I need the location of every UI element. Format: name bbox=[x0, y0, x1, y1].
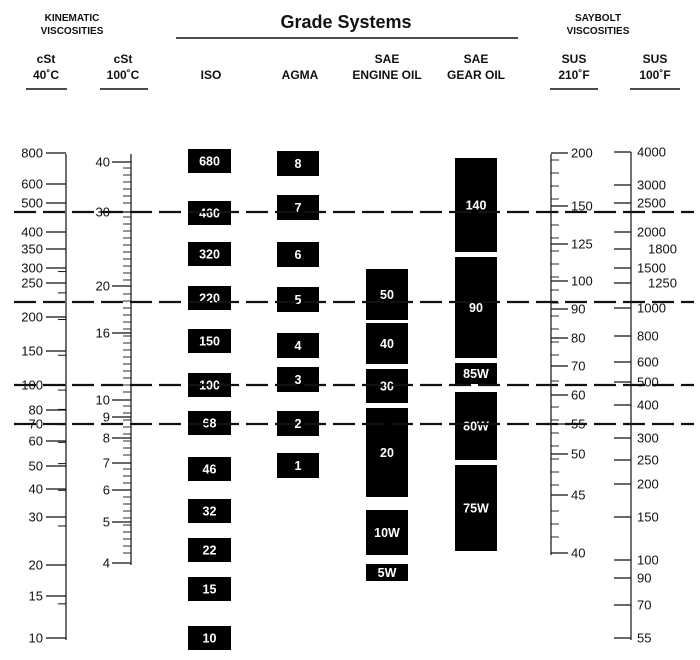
sus210-tick-label: 55 bbox=[571, 416, 586, 432]
sus210-tick-label: 70 bbox=[571, 358, 586, 374]
sus100-tick-label: 300 bbox=[637, 430, 659, 446]
cst100-tick-label: 10 bbox=[95, 392, 110, 408]
sus210-tick-label: 125 bbox=[571, 236, 593, 252]
iso-grade-460-label: 460 bbox=[199, 206, 220, 221]
iso-grade-10-label: 10 bbox=[202, 631, 217, 646]
iso-header: ISO bbox=[200, 68, 222, 82]
sae-engine-40-label: 40 bbox=[380, 337, 394, 351]
scale-ticks bbox=[46, 152, 631, 638]
sus210-tick-label: 50 bbox=[571, 446, 586, 462]
sus100-tick-label: 1000 bbox=[637, 300, 666, 316]
cst40-tick-label: 80 bbox=[28, 402, 43, 418]
sus100-tick-label: 250 bbox=[637, 452, 659, 468]
sus100-tick-label: 800 bbox=[637, 328, 659, 344]
iso-grade-46-label: 46 bbox=[202, 462, 217, 477]
cst100-tick-label: 8 bbox=[102, 430, 110, 446]
cst40-tick-label: 50 bbox=[28, 458, 43, 474]
cst100-tick-label: 30 bbox=[95, 204, 110, 220]
sus100-tick-label: 1500 bbox=[637, 260, 666, 276]
sus100-tick-label: 100 bbox=[637, 552, 659, 568]
cst40-header-2: 40˚C bbox=[32, 68, 60, 82]
cst40-tick-label: 100 bbox=[21, 377, 43, 393]
sae-engine-header-1: SAE bbox=[374, 52, 400, 66]
cst100-header-1: cSt bbox=[113, 52, 133, 66]
saybolt-header-2: VISCOSITIES bbox=[566, 26, 630, 37]
sus210-tick-label: 80 bbox=[571, 330, 586, 346]
sus210-tick-label: 150 bbox=[571, 198, 593, 214]
cst40-tick-label: 200 bbox=[21, 309, 43, 325]
cst40-tick-label: 70 bbox=[28, 416, 43, 432]
cst100-tick-label: 20 bbox=[95, 278, 110, 294]
agma-header: AGMA bbox=[281, 68, 319, 82]
iso-grade-68-label: 68 bbox=[202, 416, 217, 431]
agma-grade-8-label: 8 bbox=[294, 157, 302, 171]
sus210-tick-label: 45 bbox=[571, 487, 586, 503]
iso-grade-680-label: 680 bbox=[199, 154, 220, 169]
grade-boxes bbox=[188, 149, 497, 650]
kinematic-header-1: KINEMATIC bbox=[44, 13, 100, 24]
cst100-tick-label: 40 bbox=[95, 154, 110, 170]
cst40-tick-label: 40 bbox=[28, 481, 43, 497]
cst100-tick-label: 6 bbox=[102, 482, 110, 498]
iso-grade-150-label: 150 bbox=[199, 334, 220, 349]
cst40-tick-label: 150 bbox=[21, 343, 43, 359]
kinematic-header-2: VISCOSITIES bbox=[40, 26, 104, 37]
iso-grade-320-label: 320 bbox=[199, 247, 220, 262]
sus100-header-1: SUS bbox=[642, 52, 668, 66]
scale-labels bbox=[21, 145, 677, 646]
agma-grade-5-label: 5 bbox=[294, 293, 302, 307]
cst100-tick-label: 5 bbox=[102, 514, 110, 530]
cst100-tick-label: 4 bbox=[102, 555, 110, 571]
agma-grade-4-label: 4 bbox=[294, 339, 302, 353]
sus210-tick-label: 40 bbox=[571, 545, 586, 561]
sus100-tick-label: 90 bbox=[637, 570, 652, 586]
sus100-tick-label: 2500 bbox=[637, 195, 666, 211]
cst40-tick-label: 20 bbox=[28, 557, 43, 573]
sae-engine-header-2: ENGINE OIL bbox=[352, 68, 422, 82]
agma-grade-2-label: 2 bbox=[294, 417, 302, 431]
iso-grade-100-label: 100 bbox=[199, 378, 220, 393]
sus210-tick-label: 100 bbox=[571, 273, 593, 289]
sae-engine-20-label: 20 bbox=[380, 446, 394, 460]
sae-engine-50-label: 50 bbox=[380, 288, 394, 302]
cst40-tick-label: 400 bbox=[21, 224, 43, 240]
saybolt-header-1: SAYBOLT bbox=[574, 13, 622, 24]
sus210-header-1: SUS bbox=[561, 52, 587, 66]
cst40-tick-label: 60 bbox=[28, 433, 43, 449]
grade-systems-title: Grade Systems bbox=[280, 12, 412, 32]
sus100-tick-label: 200 bbox=[637, 476, 659, 492]
iso-grade-32-label: 32 bbox=[202, 504, 217, 519]
sus210-header-2: 210˚F bbox=[558, 68, 590, 82]
sus100-tick-label: 70 bbox=[637, 597, 652, 613]
agma-grade-7-label: 7 bbox=[294, 201, 302, 215]
iso-grade-15-label: 15 bbox=[202, 582, 217, 597]
cst100-tick-label: 7 bbox=[102, 455, 110, 471]
sus100-tick-label: 150 bbox=[637, 509, 659, 525]
sae-gear-90-label: 90 bbox=[469, 301, 483, 315]
sae-gear-75w-label: 75W bbox=[463, 501, 489, 516]
cst40-tick-label: 350 bbox=[21, 241, 43, 257]
cst100-tick-label: 16 bbox=[95, 325, 110, 341]
cst40-tick-label: 300 bbox=[21, 260, 43, 276]
cst100-header-2: 100˚C bbox=[106, 68, 140, 82]
sae-engine-5w-label: 5W bbox=[377, 566, 397, 580]
cst40-tick-label: 500 bbox=[21, 195, 43, 211]
sus100-tick-label: 1250 bbox=[648, 275, 677, 291]
sae-engine-30-label: 30 bbox=[380, 379, 394, 394]
sus210-tick-label: 60 bbox=[571, 387, 586, 403]
cst40-tick-label: 30 bbox=[28, 509, 43, 525]
sus100-header-2: 100˚F bbox=[639, 68, 671, 82]
sus210-tick-label: 90 bbox=[571, 301, 586, 317]
sus100-tick-label: 1800 bbox=[648, 241, 677, 257]
cst40-tick-label: 600 bbox=[21, 176, 43, 192]
sae-gear-85w-label: 85W bbox=[463, 367, 489, 381]
cst40-tick-label: 800 bbox=[21, 145, 43, 161]
iso-grade-22-label: 22 bbox=[202, 543, 217, 558]
sus100-tick-label: 2000 bbox=[637, 224, 666, 240]
sae-gear-80w-label: 80W bbox=[463, 419, 489, 434]
sus100-tick-label: 400 bbox=[637, 397, 659, 413]
sae-gear-header-2: GEAR OIL bbox=[446, 68, 506, 82]
agma-grade-6-label: 6 bbox=[294, 248, 302, 262]
sus210-tick-label: 200 bbox=[571, 145, 593, 161]
sae-gear-header-1: SAE bbox=[463, 52, 489, 66]
sus100-tick-label: 4000 bbox=[637, 144, 666, 160]
cst100-tick-label: 9 bbox=[102, 409, 110, 425]
sus100-tick-label: 500 bbox=[637, 374, 659, 390]
sus100-tick-label: 600 bbox=[637, 354, 659, 370]
agma-grade-3-label: 3 bbox=[294, 373, 302, 387]
cst40-tick-label: 10 bbox=[28, 630, 43, 646]
cst40-header-1: cSt bbox=[36, 52, 56, 66]
cst40-tick-label: 15 bbox=[28, 588, 43, 604]
iso-grade-220-label: 220 bbox=[199, 291, 220, 306]
agma-grade-1-label: 1 bbox=[294, 459, 302, 473]
sae-gear-140-label: 140 bbox=[465, 198, 487, 213]
sae-engine-10w-label: 10W bbox=[374, 526, 400, 540]
sus100-tick-label: 3000 bbox=[637, 177, 666, 193]
cst40-tick-label: 250 bbox=[21, 275, 43, 291]
sus100-tick-label: 55 bbox=[637, 630, 652, 646]
